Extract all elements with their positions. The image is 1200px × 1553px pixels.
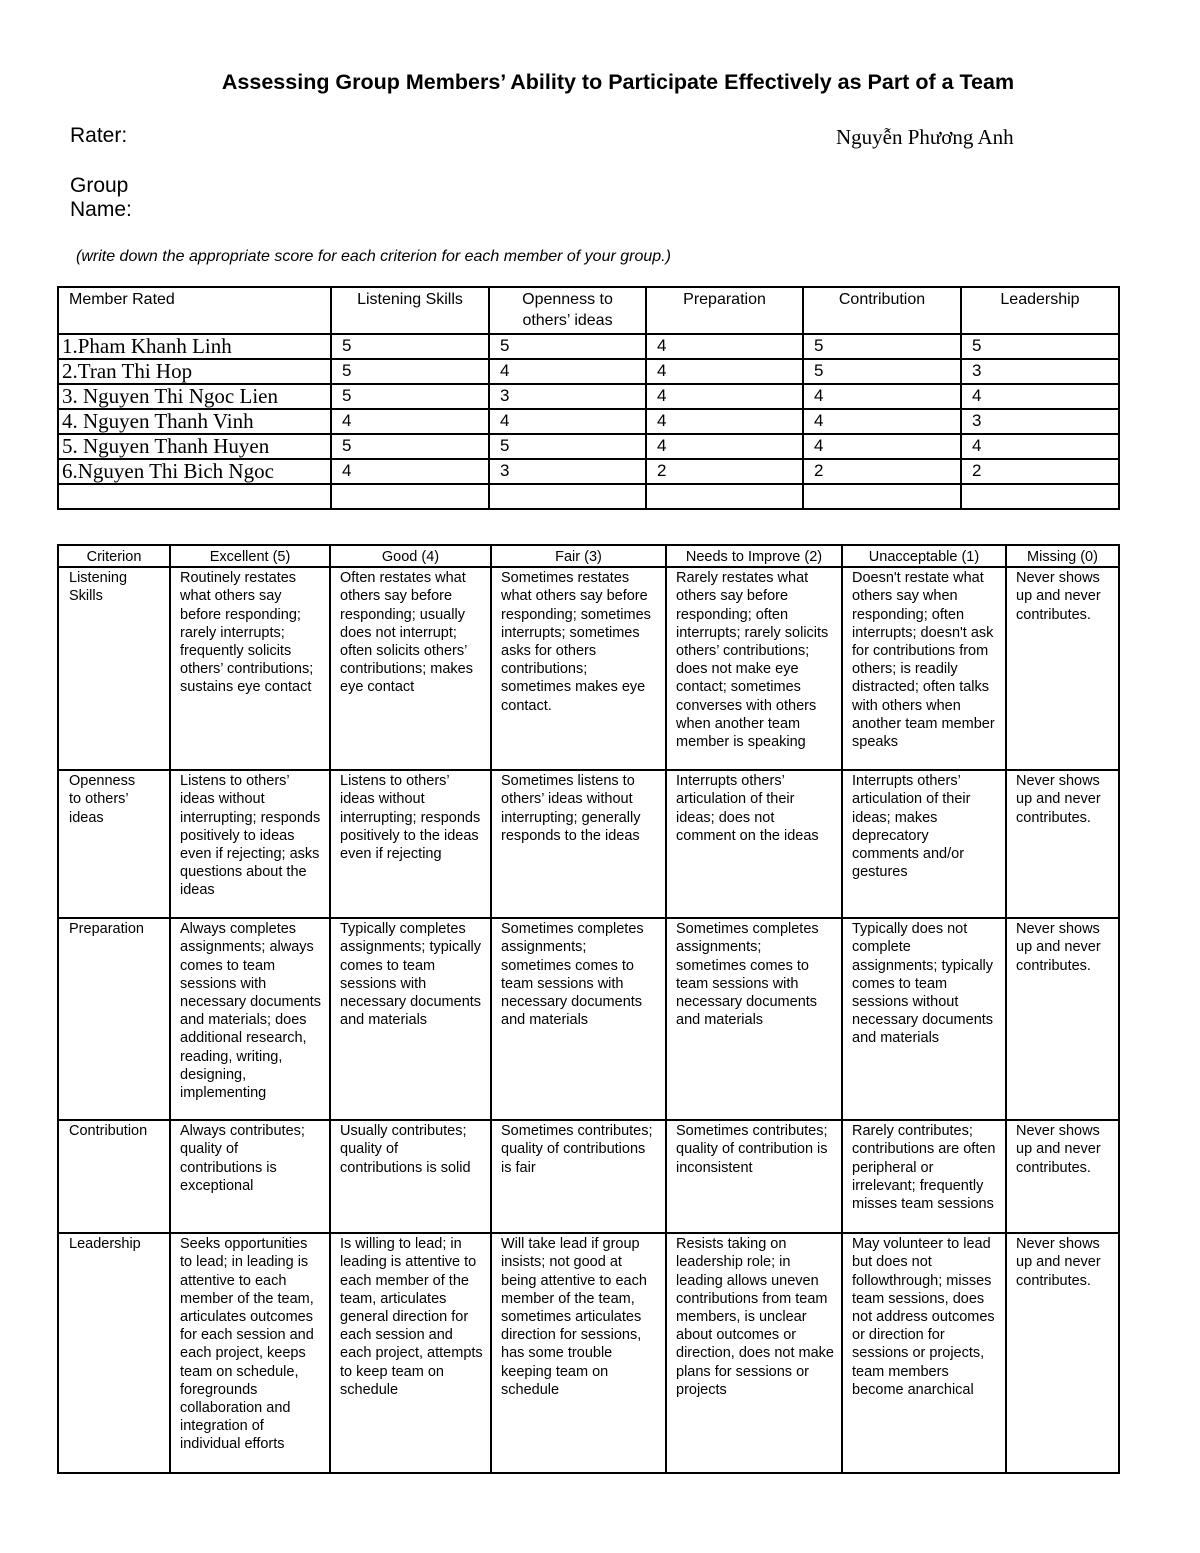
scores-header-row	[58, 287, 1119, 334]
missing-cell: Never shows up and never contributes.	[1006, 918, 1119, 1120]
header-listening-skills: Listening Skills	[331, 287, 489, 334]
score-leadership[interactable]: 5	[961, 334, 1119, 359]
good-cell: Typically completes assignments; typically comes to team sessions with necessary documents and materials	[330, 918, 491, 1120]
needs-improve-cell: Interrupts others’ articulation of their ideas; does not comment on the ideas	[666, 770, 842, 918]
good-cell: Usually contributes; quality of contributions is solid	[330, 1120, 491, 1233]
group-label-line2: Name:	[70, 198, 132, 221]
rubric-header-row	[58, 545, 1119, 567]
member-name[interactable]: 4. Nguyen Thanh Vinh	[58, 409, 331, 434]
criterion-cell: Contribution	[58, 1120, 170, 1233]
missing-cell: Never shows up and never contributes.	[1006, 770, 1119, 918]
score-contribution[interactable]: 5	[803, 359, 961, 384]
header-preparation: Preparation	[646, 287, 803, 334]
score-listening[interactable]: 5	[331, 359, 489, 384]
fair-cell: Sometimes completes assignments; sometimes comes to team sessions with necessary documents and materials	[491, 918, 666, 1120]
empty-row	[58, 484, 1119, 509]
rubric-table	[57, 544, 1120, 1474]
rater-name: Nguyễn Phương Anh	[836, 125, 1014, 149]
member-name[interactable]: 5. Nguyen Thanh Huyen	[58, 434, 331, 459]
empty-cell[interactable]	[803, 484, 961, 509]
score-openness[interactable]: 4	[489, 359, 646, 384]
unacceptable-cell: Interrupts others’ articulation of their ideas; makes deprecatory comments and/or gestures	[842, 770, 1006, 918]
score-listening[interactable]: 4	[331, 459, 489, 484]
rubric-header-criterion: Criterion	[58, 545, 170, 567]
needs-improve-cell: Sometimes contributes; quality of contribution is inconsistent	[666, 1120, 842, 1233]
criterion-text: Listening Skills	[69, 570, 128, 605]
table-row	[58, 459, 1119, 484]
empty-cell[interactable]	[646, 484, 803, 509]
score-listening[interactable]: 5	[331, 334, 489, 359]
fair-cell: Sometimes contributes; quality of contributions is fair	[491, 1120, 666, 1233]
score-preparation[interactable]: 4	[646, 434, 803, 459]
score-contribution[interactable]: 4	[803, 409, 961, 434]
rubric-row-preparation	[58, 918, 1119, 1120]
score-contribution[interactable]: 2	[803, 459, 961, 484]
excellent-cell: Seeks opportunities to lead; in leading is attentive to each member of the team, articulates outcomes for each session and each project, keeps team on schedule, foregrounds collaboration and integration of individual efforts	[170, 1233, 330, 1473]
rubric-header-good: Good (4)	[330, 545, 491, 567]
score-preparation[interactable]: 4	[646, 384, 803, 409]
needs-improve-cell: Sometimes completes assignments; sometimes comes to team sessions with necessary documents and materials	[666, 918, 842, 1120]
score-contribution[interactable]: 4	[803, 384, 961, 409]
score-leadership[interactable]: 3	[961, 409, 1119, 434]
group-label-line1: Group	[70, 174, 129, 197]
score-leadership[interactable]: 2	[961, 459, 1119, 484]
unacceptable-cell: Doesn't restate what others say when responding; often interrupts; doesn't ask for contributions from others; is readily distracted; often talks with others when another team member speaks	[842, 567, 1006, 770]
needs-improve-cell: Resists taking on leadership role; in leading allows uneven contributions from team members, is unclear about outcomes or direction, does not make plans for sessions or projects	[666, 1233, 842, 1473]
criterion-cell: Preparation	[58, 918, 170, 1120]
criterion-cell	[58, 567, 170, 770]
score-leadership[interactable]: 4	[961, 384, 1119, 409]
score-listening[interactable]: 5	[331, 434, 489, 459]
score-openness[interactable]: 4	[489, 409, 646, 434]
good-cell: Listens to others’ ideas without interrupting; responds positively to the ideas even if rejecting	[330, 770, 491, 918]
rubric-row-leadership	[58, 1233, 1119, 1473]
score-preparation[interactable]: 2	[646, 459, 803, 484]
score-openness[interactable]: 3	[489, 459, 646, 484]
member-name[interactable]: 2.Tran Thi Hop	[58, 359, 331, 384]
group-name-label	[70, 174, 132, 222]
criterion-cell: Leadership	[58, 1233, 170, 1473]
empty-cell[interactable]	[489, 484, 646, 509]
header-contribution: Contribution	[803, 287, 961, 334]
header-member-rated: Member Rated	[58, 287, 331, 334]
score-openness[interactable]: 5	[489, 334, 646, 359]
fair-cell: Sometimes restates what others say before responding; sometimes interrupts; sometimes asks for others contributions; sometimes makes eye contact.	[491, 567, 666, 770]
needs-improve-cell: Rarely restates what others say before responding; often interrupts; rarely solicits others’ contributions; does not make eye contact; sometimes converses with others when another team member is speaking	[666, 567, 842, 770]
fair-cell: Will take lead if group insists; not good at being attentive to each member of the team, sometimes articulates direction for sessions, has some trouble keeping team on schedule	[491, 1233, 666, 1473]
criterion-text: Openness to others’ ideas	[69, 773, 136, 826]
score-openness[interactable]: 5	[489, 434, 646, 459]
missing-cell: Never shows up and never contributes.	[1006, 567, 1119, 770]
score-preparation[interactable]: 4	[646, 409, 803, 434]
score-listening[interactable]: 5	[331, 384, 489, 409]
excellent-cell: Always contributes; quality of contributions is exceptional	[170, 1120, 330, 1233]
rubric-row-openness	[58, 770, 1119, 918]
good-cell: Is willing to lead; in leading is attentive to each member of the team, articulates general direction for each session and each project, attempts to keep team on schedule	[330, 1233, 491, 1473]
rubric-row-listening	[58, 567, 1119, 770]
rubric-header-missing: Missing (0)	[1006, 545, 1119, 567]
table-row	[58, 434, 1119, 459]
score-leadership[interactable]: 4	[961, 434, 1119, 459]
member-name[interactable]: 3. Nguyen Thi Ngoc Lien	[58, 384, 331, 409]
missing-cell: Never shows up and never contributes.	[1006, 1233, 1119, 1473]
member-name[interactable]: 1.Pham Khanh Linh	[58, 334, 331, 359]
header-leadership: Leadership	[961, 287, 1119, 334]
criterion-cell	[58, 770, 170, 918]
score-preparation[interactable]: 4	[646, 359, 803, 384]
missing-cell: Never shows up and never contributes.	[1006, 1120, 1119, 1233]
good-cell: Often restates what others say before responding; usually does not interrupt; often solicits others’ contributions; makes eye contact	[330, 567, 491, 770]
rubric-row-contribution	[58, 1120, 1119, 1233]
rubric-header-unacceptable: Unacceptable (1)	[842, 545, 1006, 567]
table-row	[58, 409, 1119, 434]
fair-cell: Sometimes listens to others’ ideas without interrupting; generally responds to the ideas	[491, 770, 666, 918]
empty-cell[interactable]	[961, 484, 1119, 509]
score-preparation[interactable]: 4	[646, 334, 803, 359]
header-openness	[489, 287, 646, 334]
score-openness[interactable]: 3	[489, 384, 646, 409]
score-contribution[interactable]: 4	[803, 434, 961, 459]
header-openness-text: Openness to others’ ideas	[522, 291, 613, 329]
member-name[interactable]: 6.Nguyen Thi Bich Ngoc	[58, 459, 331, 484]
score-leadership[interactable]: 3	[961, 359, 1119, 384]
rubric-header-fair: Fair (3)	[491, 545, 666, 567]
rubric-header-excellent: Excellent (5)	[170, 545, 330, 567]
unacceptable-cell: Rarely contributes; contributions are often peripheral or irrelevant; frequently misses team sessions	[842, 1120, 1006, 1233]
excellent-cell: Listens to others’ ideas without interrupting; responds positively to ideas even if rejecting; asks questions about the ideas	[170, 770, 330, 918]
table-row	[58, 359, 1119, 384]
empty-cell[interactable]	[58, 484, 331, 509]
document-title: Assessing Group Members’ Ability to Participate Effectively as Part of a Team	[221, 70, 1015, 94]
unacceptable-cell: May volunteer to lead but does not followthrough; misses team sessions, does not address outcomes or direction for sessions or projects, team members become anarchical	[842, 1233, 1006, 1473]
excellent-cell: Always completes assignments; always comes to team sessions with necessary documents and materials; does additional research, reading, writing, designing, implementing	[170, 918, 330, 1120]
score-listening[interactable]: 4	[331, 409, 489, 434]
table-row	[58, 384, 1119, 409]
excellent-cell: Routinely restates what others say before responding; rarely interrupts; frequently solicits others’ contributions; sustains eye contact	[170, 567, 330, 770]
empty-cell[interactable]	[331, 484, 489, 509]
rubric-header-needs-improve: Needs to Improve (2)	[666, 545, 842, 567]
rater-label: Rater:	[70, 124, 128, 147]
unacceptable-cell: Typically does not complete assignments; typically comes to team sessions without necessary documents and materials	[842, 918, 1006, 1120]
scores-table	[57, 286, 1120, 510]
score-contribution[interactable]: 5	[803, 334, 961, 359]
table-row	[58, 334, 1119, 359]
instruction-text: (write down the appropriate score for each criterion for each member of your group.)	[76, 248, 671, 265]
